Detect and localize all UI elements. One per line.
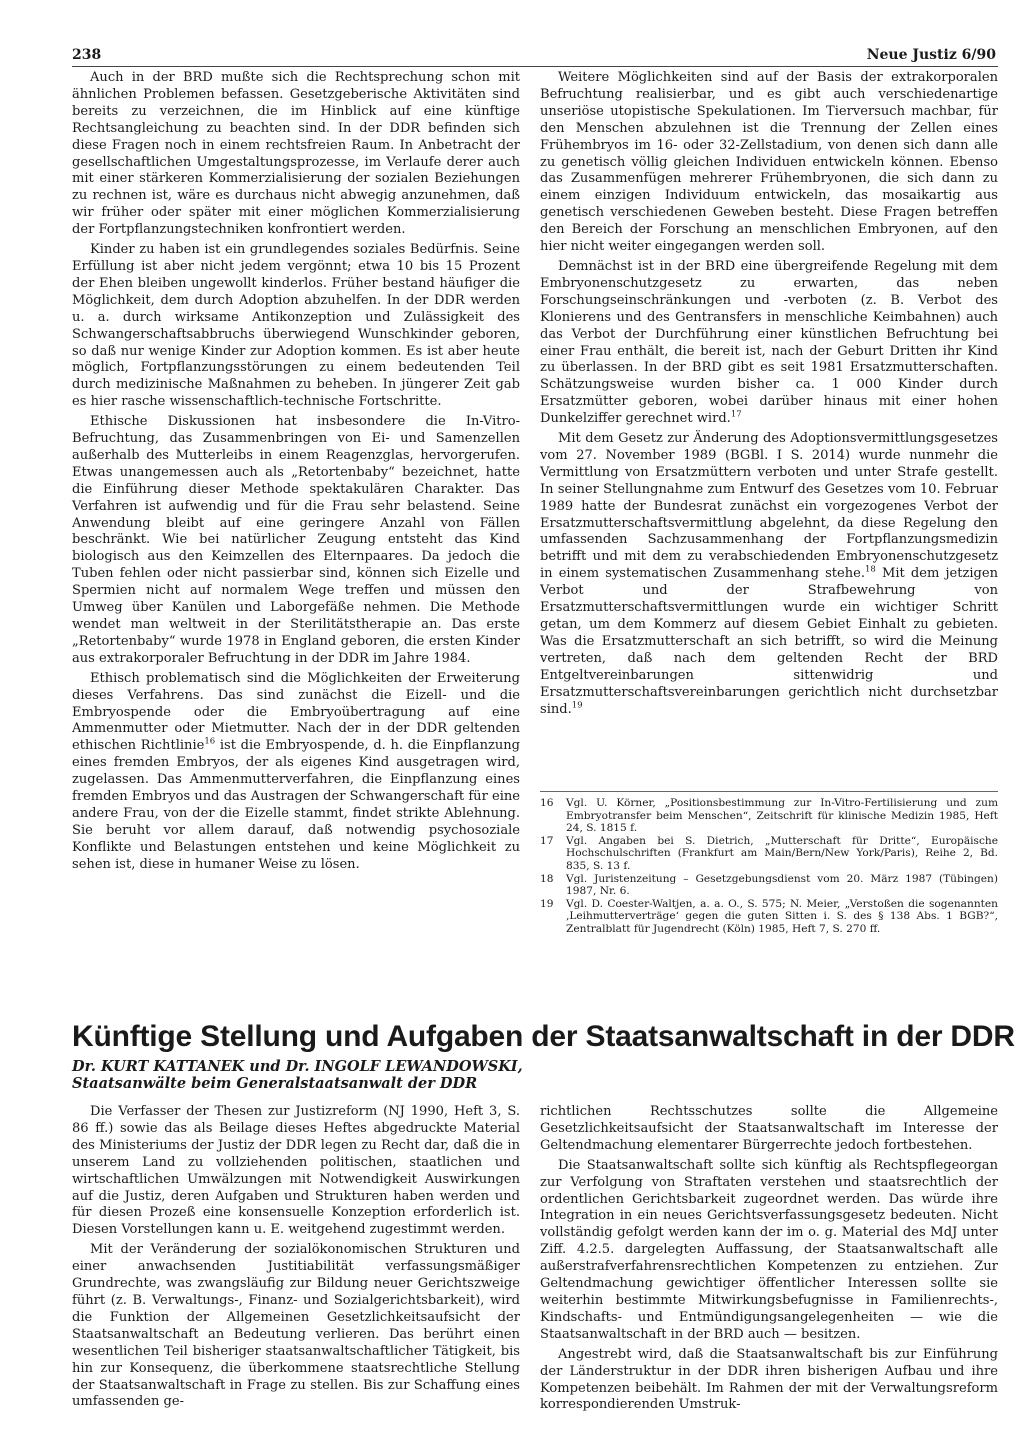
article2-left-column — [72, 1104, 520, 1414]
footnote-divider — [540, 791, 998, 792]
paragraph — [540, 259, 998, 428]
article-byline — [72, 1058, 672, 1092]
footnote-number: 17 — [540, 834, 554, 847]
page-number: 238 — [72, 47, 102, 63]
paragraph-text: Demnächst ist in der BRD eine übergreifende Regelung mit dem Embryonenschutzgesetz zu erwarten, das neben Forschungseinschränkungen und -verboten (z. B. Verbot des Klonierens und des Gentransfers in menschliche Keimbahnen) auch das Verbot der Durchführung einer künstlichen Befruchtung bei einer Frau enthält, die bereit ist, nach der Geburt Dritten ihr Kind zu überlassen. In der BRD gibt es seit 1981 Ersatzmutterschaften. Schätzungsweise wurden bisher ca. 1 000 Kinder durch Ersatzmütter geboren, wobei darüber hinaus mit einer hohen Dunkelziffer gerechnet wird. — [540, 258, 998, 427]
author-names: Dr. KURT KATTANEK und Dr. INGOLF LEWANDOWSKI, — [72, 1058, 523, 1075]
article1-left-column — [72, 70, 520, 877]
footnote-text: Vgl. Angaben bei S. Dietrich, „Mutterschaft für Dritte“, Europäische Hochschulschriften (Frankfurt am Main/Bern/New York/Paris), Reihe 2, Bd. 835, S. 13 f. — [566, 834, 998, 872]
paragraph-text: Mit dem jetzigen Verbot und der Strafbewehrung von Ersatzmutterschaftsvermittlungen wurde ein wichtiger Schritt getan, um dem Kommerz auf diesem Gebiet Einhalt zu gebieten. Was die Ersatzmutterschaft an sich betrifft, so wird die Meinung vertreten, daß nach dem geltenden Recht der BRD Entgeltvereinbarungen sittenwidrig und Ersatzmutterschaftsvereinbarungen gerichtlich nicht durchsetzbar sind. — [540, 566, 998, 717]
article1-right-column — [540, 70, 998, 721]
footnote-ref: 16 — [204, 737, 216, 747]
journal-issue: Neue Justiz 6/90 — [866, 47, 996, 63]
paragraph — [72, 671, 520, 874]
paragraph: Kinder zu haben ist ein grundlegendes soziales Bedürfnis. Seine Erfüllung ist aber nicht jedem vergönnt; etwa 10 bis 15 Prozent der Ehen bleiben ungewollt kinderlos. Früher bestand häufiger die Möglichkeit, dem durch Adoption abzuhelfen. In der DDR werden u. a. durch wirksame Antikonzeption und Zulässigkeit des Schwangerschaftsabbruchs überwiegend Wunschkinder geboren, so daß nur wenige Kinder zur Adoption kommen. Es ist aber heute möglich, Fortpflanzungsstörungen zu einem bedeutenden Teil durch medizinische Maßnahmen zu beheben. In jüngerer Zeit gab es hier rasche wissenschaftlich-technische Fortschritte. — [72, 242, 520, 410]
paragraph: Angestrebt wird, daß die Staatsanwaltschaft bis zur Einführung der Länderstruktur in der DDR ihren bisherigen Aufbau und ihre Kompetenzen beibehält. Im Rahmen der mit der Verwaltungsreform korrespondierenden Umstruk- — [540, 1346, 998, 1413]
paragraph: Die Staatsanwaltschaft sollte sich künftig als Rechtspflegeorgan zur Verfolgung von Straftaten verstehen und staatsrechtlich der ordentlichen Gerichtsbarkeit zugeordnet werden. Das würde ihre Integration in ein neues Gerichtsverfassungsgesetz bedeuten. Nicht vollständig gefolgt werden kann der im o. g. Material des MdJ unter Ziff. 4.2.5. dargelegten Auffassung, der Staatsanwaltschaft alle außerstrafverfahrensrechtlichen Kompetenzen zu entziehen. Zur Geltendmachung gewichtiger öffentlicher Interessen sollte sie weiterhin bestimmte Mitwirkungsbefugnisse in Familienrechts-, Kindschafts- und Entmündigungsangelegenheiten — wie die Staatsanwaltschaft in der BRD auch — besitzen. — [540, 1157, 998, 1342]
paragraph-text: Mit dem Gesetz zur Änderung des Adoptionsvermittlungsgesetzes vom 27. November 1989 (BGBl. I S. 2014) wurde nunmehr die Vermittlung von Ersatzmüttern verboten und unter Strafe gestellt. In seiner Stellungnahme zum Entwurf des Gesetzes vom 10. Februar 1989 hatte der Bundesrat zunächst ein vorgezogenes Verbot der Ersatzmutterschaftsvermittlung abgelehnt, da diese Regelung den umfassenden Sachzusammenhang der Fortpflanzungsmedizin betrifft und mit dem zu verabschiedenden Embryonenschutzgesetz in einem systematischen Zusammenhang stehe. — [540, 431, 998, 582]
footnote-text: Vgl. U. Körner, „Positionsbestimmung zur In-Vitro-Fertilisierung und zum Embryotransfer beim Menschen“, Zeitschrift für klinische Medizin 1985, Heft 24, S. 1815 f. — [566, 797, 998, 835]
article-title: Künftige Stellung und Aufgaben der Staatsanwaltschaft in der DDR — [72, 1020, 1015, 1053]
paragraph: Ethische Diskussionen hat insbesondere die In-Vitro-Befruchtung, das Zusammenbringen von Ei- und Samenzellen außerhalb des Mutterleibs in einem Reagenzglas, hervorgerufen. Etwas unangemessen auch als „Retortenbaby“ bezeichnet, hatte die Einführung dieser Methode spektakulären Charakter. Das Verfahren ist aufwendig und für die Frau sehr belastend. Seine Anwendung bleibt auf eine geringere Anzahl von Fällen beschränkt. Wie bei natürlicher Zeugung entsteht das Kind biologisch aus den Keimzellen des Elternpaares. Da jedoch die Tuben fehlen oder nicht passierbar sind, können sich Eizelle und Spermien nicht auf normalem Wege treffen und müssen den Umweg über Kanülen und Laborgefäße nehmen. Die Methode wendet man weltweit in der Sterilitätstherapie an. Das erste „Retortenbaby“ wurde 1978 in England geboren, die ersten Kinder aus extrakorporaler Befruchtung in der DDR im Jahre 1984. — [72, 414, 520, 666]
footnote-number: 18 — [540, 872, 554, 885]
paragraph: Auch in der BRD mußte sich die Rechtsprechung schon mit ähnlichen Problemen befassen. Gesetzgeberische Aktivitäten sind bereits zu verzeichnen, die im Hinblick auf eine künftige Rechtsangleichung zu beachten sind. In der DDR befinden sich diese Fragen noch in einem rechtsfreien Raum. In Anbetracht der gesellschaftlichen Umgestaltungsprozesse, im Verlaufe derer auch mit einer stärkeren Kommerzialisierung der sozialen Beziehungen zu rechnen ist, wäre es durchaus nicht abwegig anzunehmen, daß wir früher oder später mit einer möglichen Kommerzialisierung der Fortpflanzungstechniken konfrontiert werden. — [72, 70, 520, 238]
footnote-number: 16 — [540, 797, 554, 809]
footnote-text: Vgl. Juristenzeitung – Gesetzgebungsdienst vom 20. März 1987 (Tübingen) 1987, Nr. 6. — [566, 872, 998, 898]
paragraph — [540, 431, 998, 718]
paragraph: Die Verfasser der Thesen zur Justizreform (NJ 1990, Heft 3, S. 86 ff.) sowie das als Beilage dieses Heftes abgedruckte Material des Ministeriums der Justiz der DDR legen zu Recht dar, daß die in unserem Land zu vollziehenden politischen, staatlichen und wirtschaftlichen Umwälzungen mit Notwendigkeit Auswirkungen auf die Justiz, deren Aufgaben und Strukturen haben werden und für diesen Prozeß eine konsensuelle Konzeption erforderlich ist. Diesen Vorstellungen kann u. E. weitgehend zugestimmt werden. — [72, 1104, 520, 1238]
paragraph-text: Ethisch problematisch sind die Möglichkeiten der Erweiterung dieses Verfahrens. Das sind zunächst die Eizell- und die Embryospende oder die Embryoübertragung auf eine Ammenmutter oder Mietmutter. Nach der in der DDR geltenden ethischen Richtlinie — [72, 670, 520, 754]
paragraph: Mit der Veränderung der sozialökonomischen Strukturen und einer anwachsenden Justitiabilität verfassungsmäßiger Grundrechte, was zwangsläufig zur Bildung neuer Gerichtszweige führt (z. B. Verwaltungs-, Finanz- und Sozialgerichtsbarkeit), wird die Funktion der Allgemeinen Gesetzlichkeitsaufsicht der Staatsanwaltschaft an Bedeutung verlieren. Das berührt einen wesentlichen Teil bisheriger staatsanwaltschaftlicher Tätigkeit, bis hin zur Konsequenz, die überkommene staatsrechtliche Stellung der Staatsanwaltschaft in Frage zu stellen. Bis zur Schaffung eines umfassenden ge- — [72, 1242, 520, 1410]
footnote-ref: 19 — [571, 700, 583, 711]
footnote — [540, 873, 998, 898]
footnote-text: Vgl. D. Coester-Waltjen, a. a. O., S. 575; N. Meier, „Verstoßen die sogenannten ‚Leihmutterverträge‘ gegen die guten Sitten i. S. des § 138 Abs. 1 BGB?“, Zentralblatt für Jugendrecht (Köln) 1985, Heft 7, S. 270 ff. — [566, 897, 998, 935]
footnote-ref: 17 — [730, 409, 742, 420]
paragraph: Weitere Möglichkeiten sind auf der Basis der extrakorporalen Befruchtung realisierbar, und es gibt auch verschiedenartige unseriöse utopistische Spekulationen. Im Tierversuch machbar, für den Menschen abzulehnen ist die Trennung der Zellen eines Frühembryos im 16- oder 32-Zellstadium, von denen sich dann alle zu genetisch völlig gleichen Individuen entwickeln können. Ebenso das Zusammenfügen mehrerer Frühembryonen, die sich dann zu einem einzigen Individuum entwickeln, das mosaikartig aus genetisch verschiedenen Geweben besteht. Diese Fragen betreffen den Bereich der Forschung an menschlichen Embryonen, auf den hier nicht weiter eingegangen werden soll. — [540, 70, 998, 255]
footnotes — [540, 797, 998, 936]
paragraph-text: ist die Embryospende, d. h. die Einpflanzung eines fremden Embryos, der als eigenes Kind ausgetragen wird, zugelassen. Das Ammenmutterverfahren, die Einpflanzung eines fremden Embryos und das Austragen der Schwangerschaft für eine andere Frau, von der die Eizelle stammt, findet strikte Ablehnung. Sie beruht vor allem darauf, daß notwendig psychosoziale Konflikte und Belastungen entstehen und keine Möglichkeit zu sehen ist, diese in humaner Weise zu lösen. — [72, 738, 520, 872]
footnote — [540, 835, 998, 873]
author-affiliation: Staatsanwälte beim Generalstaatsanwalt der DDR — [72, 1075, 478, 1092]
footnote — [540, 797, 998, 835]
paragraph: richtlichen Rechtsschutzes sollte die Allgemeine Gesetzlichkeitsaufsicht der Staatsanwaltschaft im Interesse der Geltendmachung elementarer Bürgerrechte jedoch fortbestehen. — [540, 1104, 998, 1153]
footnote — [540, 898, 998, 936]
footnote-ref: 18 — [865, 564, 876, 575]
footnote-number: 19 — [540, 897, 554, 910]
article2-right-column — [540, 1104, 998, 1417]
header-divider — [72, 66, 998, 67]
